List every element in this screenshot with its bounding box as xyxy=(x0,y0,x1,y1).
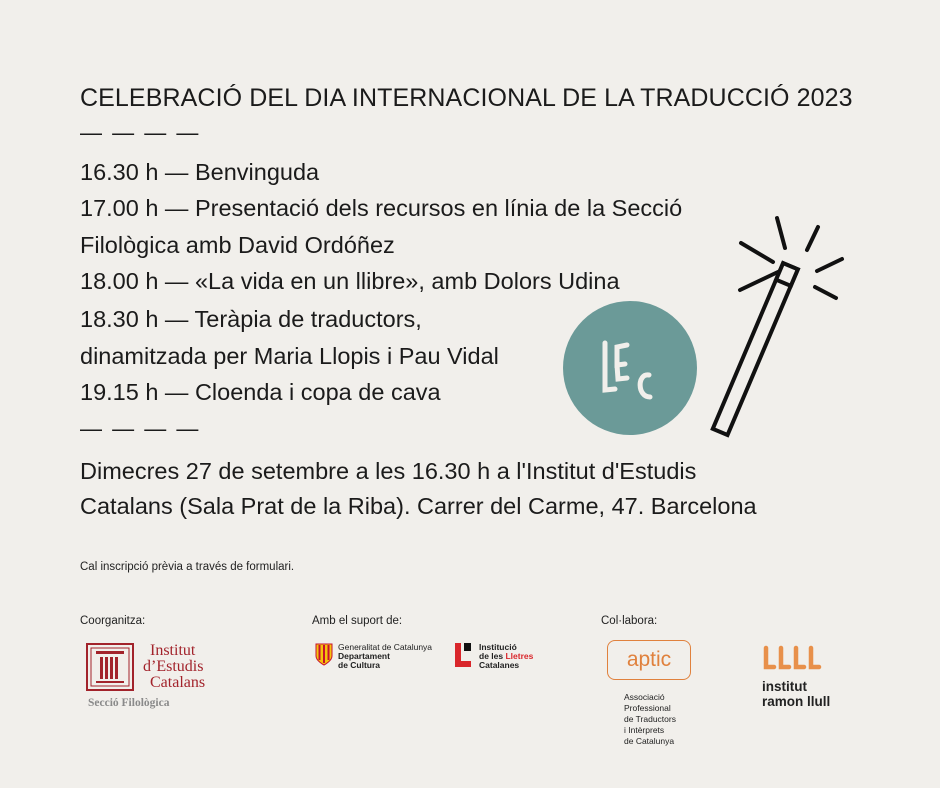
venue-info xyxy=(80,454,757,524)
section-label-coorganitza: Coorganitza: xyxy=(80,615,146,627)
generalitat-flag-icon xyxy=(314,642,334,666)
iec-logo-subtitle: Secció Filològica xyxy=(88,697,170,709)
registration-note: Cal inscripció prèvia a través de formulari. xyxy=(80,561,295,573)
iec-badge xyxy=(563,301,697,435)
wand xyxy=(713,263,798,435)
program-line-2: 17.00 h — Presentació dels recursos en línia de la Secció xyxy=(80,195,683,221)
section-label-collabora: Col·labora: xyxy=(601,615,658,627)
iec-seal-icon xyxy=(86,643,134,691)
aptic-logo-name: aptic xyxy=(626,648,672,671)
program-line-1: 16.30 h — Benvinguda xyxy=(80,159,320,185)
aptic-sub-5: de Catalunya xyxy=(624,736,675,746)
ilc-line-2a: de les xyxy=(479,651,506,661)
iec-logo-line-3: Catalans xyxy=(150,674,206,691)
page-title: CELEBRACIÓ DEL DIA INTERNACIONAL DE LA TRADUCCIÓ 2023 xyxy=(80,84,853,112)
aptic-sub-4: i Intèrprets xyxy=(624,725,665,735)
program-line-7: 19.15 h — Cloenda i copa de cava xyxy=(80,379,441,405)
iec-badge-wand-illustration xyxy=(555,215,855,445)
aptic-sub-1: Associació xyxy=(624,692,665,702)
program-line-3: Filològica amb David Ordóñez xyxy=(80,232,395,258)
program-line-4: 18.00 h — «La vida en un llibre», amb Dolors Udina xyxy=(80,268,620,294)
iec-logo-line-2: d’Estudis xyxy=(143,658,204,675)
aptic-logo-box xyxy=(607,640,691,680)
generalitat-line-3: de Cultura xyxy=(338,660,381,670)
venue-line-1: Dimecres 27 de setembre a les 16.30 h a l'Institut d'Estudis xyxy=(80,458,697,484)
aptic-sub-2: Professional xyxy=(624,703,671,713)
venue-line-2: Catalans (Sala Prat de la Riba). Carrer del Carme, 47. Barcelona xyxy=(80,493,757,519)
section-label-suport: Amb el suport de: xyxy=(312,615,403,627)
program-line-5: 18.30 h — Teràpia de traductors, xyxy=(80,306,422,332)
generalitat-line-2: Departament xyxy=(338,651,390,661)
irl-line-1: institut xyxy=(762,679,807,694)
aptic-logo xyxy=(607,640,691,746)
generalitat-line-1: Generalitat de Catalunya xyxy=(338,642,433,652)
irl-line-2: ramon llull xyxy=(762,694,831,709)
separator-bottom: — — — — xyxy=(80,416,201,441)
aptic-sub-3: de Traductors xyxy=(624,714,676,724)
irl-mark-icon xyxy=(762,645,828,673)
ilc-line-3: Catalanes xyxy=(479,660,520,670)
ilc-line-1: Institució xyxy=(479,642,517,652)
iec-logo-line-1: Institut xyxy=(150,642,196,659)
program-line-6: dinamitzada per Maria Llopis i Pau Vidal xyxy=(80,343,499,369)
ilc-line-2b: Lletres xyxy=(505,651,534,661)
separator-top: — — — — xyxy=(80,120,201,145)
ilc-mark-icon xyxy=(454,642,474,668)
